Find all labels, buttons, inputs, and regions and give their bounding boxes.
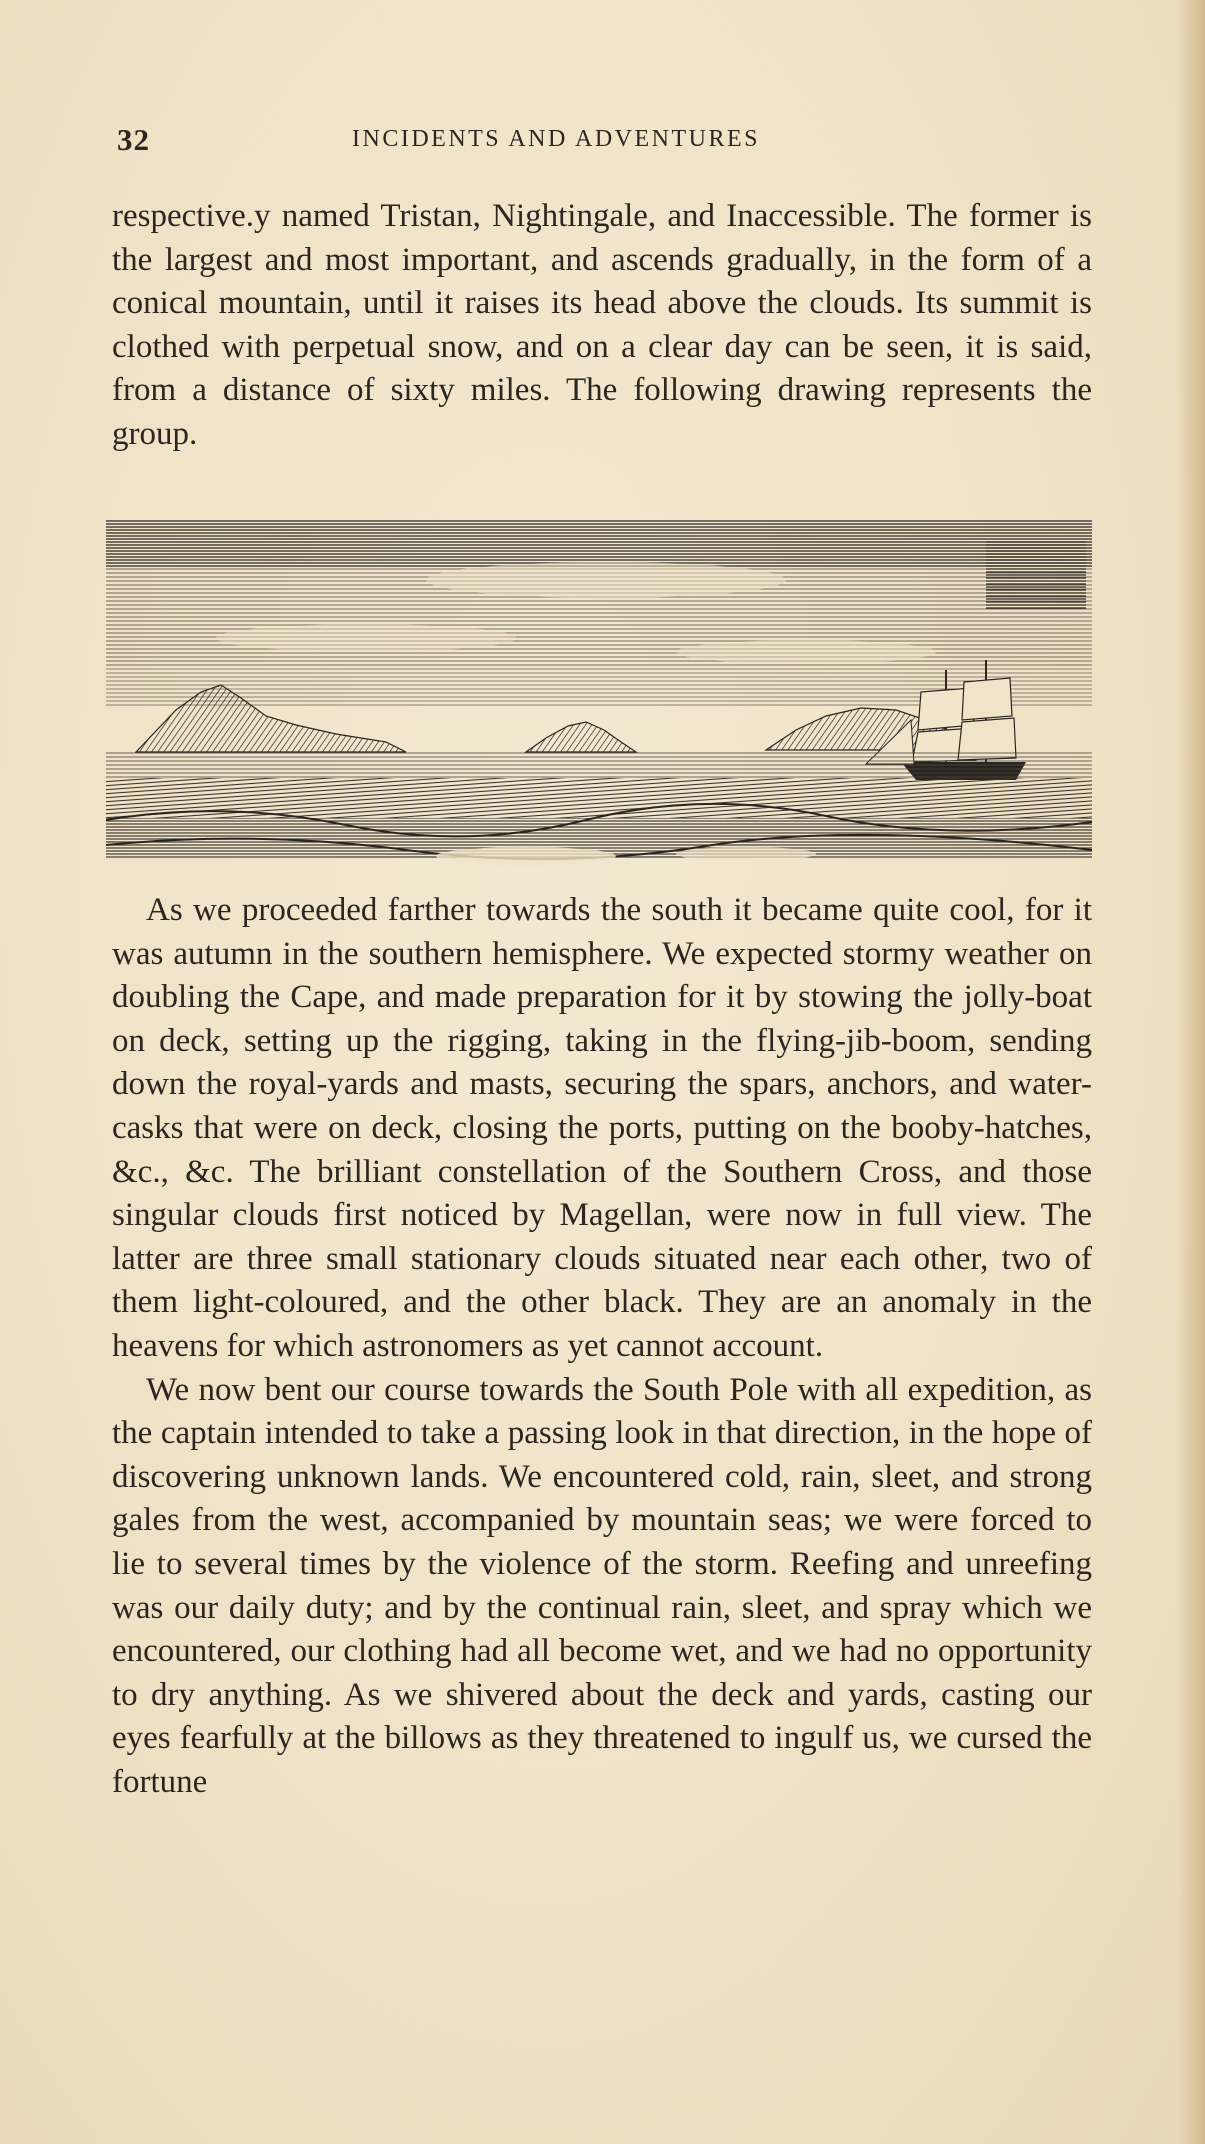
paragraph-third: We now bent our course towards the South Pole with all expedition, as the captain intended to take a passing look in that direction, in the hope of discovering unknown lands. We encountered cold, rain, sleet, and strong gales from the west, accompanied by mountain seas; we were forced to lie to several times by the violence of the storm. Reefing and unreefing was our daily duty; and by the continual rain, sleet, and spray which we encountered, our clothing had all become wet, and we had no opportunity to dry anything. As we shivered about the deck and yards, casting our eyes fearfully at the billows as they threatened to ingulf us, we cursed the fortune bbox=[112, 1371, 1092, 1800]
text-block-top bbox=[112, 195, 1092, 457]
island-middle bbox=[526, 722, 636, 752]
page-number: 32 bbox=[117, 122, 150, 157]
text-block-bottom bbox=[112, 889, 1092, 1804]
paragraph-second: As we proceeded farther towards the south it became quite cool, for it was autumn in the southern hemisphere. We expected stormy weather on doubling the Cape, and made preparation for it by stowing the jolly-boat on deck, setting up the rigging, taking in the flying-jib-boom, sending down the royal-yards and masts, securing the spars, anchors, and water-casks that were on deck, closing the ports, putting on the booby-hatches, &c., &c. The brilliant constellation of the Southern Cross, and those singular clouds first noticed by Magellan, were now in full view. The latter are three small stationary clouds situated near each other, two of them light-coloured, and the other black. They are an anomaly in the heavens for which astronomers as yet cannot account. bbox=[112, 892, 1092, 1364]
engraving-illustration bbox=[106, 520, 1092, 868]
running-head: INCIDENTS AND ADVENTURES bbox=[352, 126, 760, 152]
paragraph-opening: respective.y named Tristan, Nightingale, and Inaccessible. The former is the largest and most important, and ascends gradually, in the form of a conical mountain, until it raises its head above the clouds. Its summit is clothed with perpetual snow, and on a clear day can be seen, it is said, from a distance of sixty miles. The following drawing represents the group. bbox=[112, 198, 1092, 452]
page-header bbox=[112, 122, 1112, 162]
sea-area bbox=[106, 752, 1092, 865]
sky-area bbox=[106, 520, 1092, 708]
page-edge-shadow bbox=[1177, 0, 1205, 2144]
